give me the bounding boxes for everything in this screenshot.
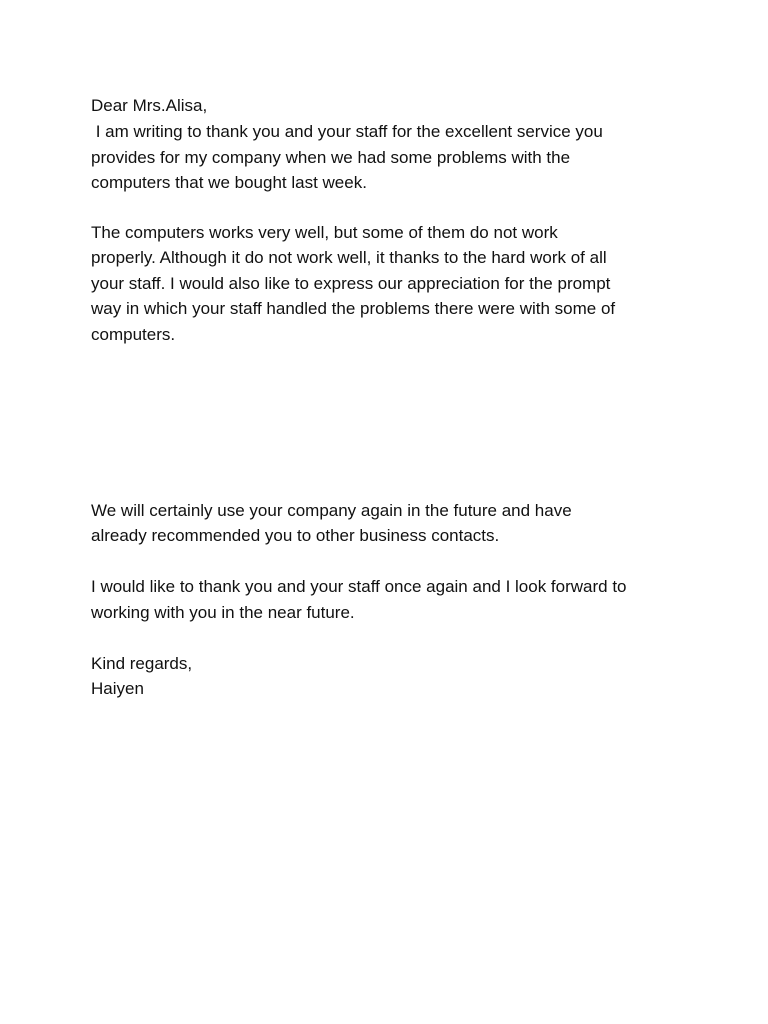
paragraph3-line1: We will certainly use your company again in the future and have — [91, 501, 572, 520]
paragraph4-line2: working with you in the near future. — [91, 603, 355, 622]
paragraph2-line1: The computers works very well, but some of them do not work — [91, 223, 558, 242]
paragraph2-line4: way in which your staff handled the problems there were with some of — [91, 299, 616, 318]
signature: Haiyen — [91, 679, 144, 698]
paragraph4-line1: I would like to thank you and your staff once again and I look forward to — [91, 577, 627, 596]
paragraph3-line2: already recommended you to other business contacts. — [91, 526, 500, 545]
paragraph2-line2: properly. Although it do not work well, it thanks to the hard work of all — [91, 248, 607, 267]
paragraph1-line3: computers that we bought last week. — [91, 173, 367, 192]
paragraph1-line1: I am writing to thank you and your staff for the excellent service you — [91, 122, 603, 141]
paragraph2-line3: your staff. I would also like to express our appreciation for the prompt — [91, 274, 611, 293]
salutation: Dear Mrs.Alisa, — [91, 96, 208, 115]
paragraph1-line2: provides for my company when we had some problems with the — [91, 148, 571, 167]
paragraph2-line5: computers. — [91, 325, 176, 344]
closing: Kind regards, — [91, 654, 193, 673]
